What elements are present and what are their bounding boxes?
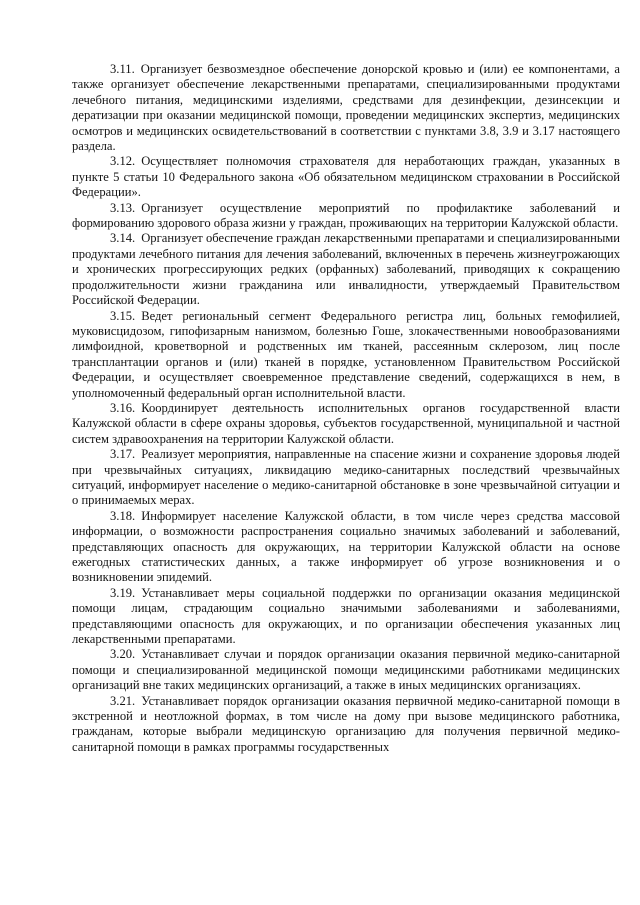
paragraph-number: 3.16. [110, 400, 136, 415]
paragraph-3-15 [72, 309, 620, 401]
paragraph-text: Устанавливает порядок организации оказания первичной медико-санитарной помощи в экстренной и неотложной формах, в том числе на дому при вызове медицинского работника, гражданам, которые выбрали медицинскую организацию для получения первичной медико-санитарной помощи в рамках программы государственных [72, 693, 620, 754]
paragraph-text: Организует безвозмездное обеспечение донорской кровью и (или) ее компонентами, а также организует обеспечение лекарственными препаратами, специализированными продуктами лечебного питания, медицинскими изделиями, средствами для дезинфекции, дезинсекции и дератизации при оказании медицинской помощи, проведении медицинских экспертиз, медицинских осмотров и медицинских освидетельствований в соответствии с пунктами 3.8, 3.9 и 3.17 настоящего раздела. [72, 62, 620, 154]
paragraph-number: 3.11. [110, 62, 135, 76]
paragraph-number: 3.13. [110, 200, 136, 215]
paragraph-3-12 [72, 154, 620, 200]
paragraph-number: 3.14. [110, 231, 136, 246]
paragraph-text: Устанавливает меры социальной поддержки по организации оказания медицинской помощи лицам, страдающим социально значимыми заболеваниями и заболеваниями, представляющими опасность для окружающих, и по организации обеспечения указанных лиц лекарственными препаратами. [72, 585, 620, 647]
paragraph-text: Осуществляет полномочия страхователя для неработающих граждан, указанных в пункте 5 статьи 10 Федерального закона «Об обязательном медицинском страховании в Российской Федерации». [72, 154, 620, 200]
paragraph-3-16 [72, 401, 620, 447]
paragraph-number: 3.20. [110, 647, 136, 662]
paragraph-number: 3.19. [110, 585, 136, 600]
paragraph-3-11 [72, 62, 620, 154]
paragraph-number: 3.18. [110, 508, 136, 523]
paragraph-text: Координирует деятельность исполнительных органов государственной власти Калужской области в сфере охраны здоровья, субъектов государственной, муниципальной и частной систем здравоохранения на территории Калужской области. [72, 400, 620, 446]
document-page [72, 62, 620, 755]
paragraph-text: Реализует мероприятия, направленные на спасение жизни и сохранение здоровья людей при чрезвычайных ситуациях, ликвидацию медико-санитарных последствий чрезвычайных ситуаций, информирует население о медико-санитарной обстановке в зоне чрезвычайной ситуации и о принимаемых мерах. [72, 447, 620, 508]
paragraph-3-21 [72, 694, 620, 756]
paragraph-number: 3.17. [110, 447, 136, 462]
paragraph-number: 3.12. [110, 154, 136, 169]
paragraph-3-17 [72, 447, 620, 509]
paragraph-number: 3.21. [110, 693, 136, 708]
paragraph-number: 3.15. [110, 308, 136, 323]
paragraph-3-14 [72, 231, 620, 308]
paragraph-3-13 [72, 201, 620, 232]
paragraph-text: Ведет региональный сегмент Федерального регистра лиц, больных гемофилией, муковисцидозом, гипофизарным нанизмом, болезнью Гоше, злокачественными новообразованиями лимфоидной, кроветворной и родственных им тканей, рассеянным склерозом, лиц после трансплантации органов и (или) тканей в порядке, установленном Правительством Российской Федерации, и осуществляет своевременное представление сведений, содержащихся в нем, в уполномоченный федеральный орган исполнительной власти. [72, 308, 620, 400]
paragraph-text: Устанавливает случаи и порядок организации оказания первичной медико-санитарной помощи и специализированной медицинской помощи медицинскими работниками медицинских организаций вне таких медицинских организаций, а также в иных медицинских организациях. [72, 647, 620, 693]
paragraph-3-20 [72, 647, 620, 693]
paragraph-3-18 [72, 509, 620, 586]
paragraph-text: Организует обеспечение граждан лекарственными препаратами и специализированными продуктами лечебного питания для лечения заболеваний, включенных в перечень жизнеугрожающих и хронических прогрессирующих редких (орфанных) заболеваний, приводящих к сокращению продолжительности жизни гражданина или инвалидности, утверждаемый Правительством Российской Федерации. [72, 231, 620, 308]
paragraph-text: Информирует население Калужской области, в том числе через средства массовой информации, о возможности распространения социально значимых заболеваний и заболеваний, представляющих опасность для окружающих, на территории Калужской области на основе ежегодных статистических данных, а также информирует об угрозе возникновения и о возникновении эпидемий. [72, 508, 620, 585]
paragraph-text: Организует осуществление мероприятий по профилактике заболеваний и формированию здорового образа жизни у граждан, проживающих на территории Калужской области. [72, 200, 620, 231]
paragraph-3-19 [72, 586, 620, 648]
